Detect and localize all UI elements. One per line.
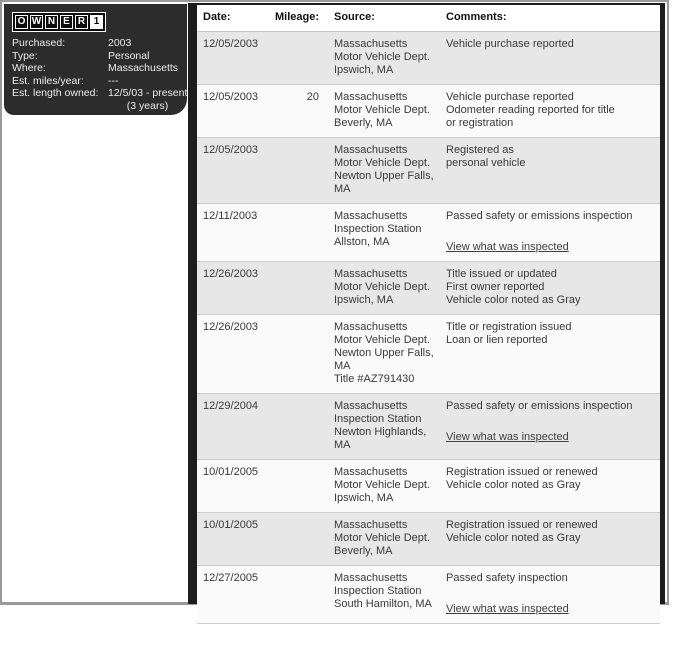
source-line: Motor Vehicle Dept. (334, 281, 430, 293)
source-line: Allston, MA (334, 236, 390, 248)
row-mileage (275, 144, 319, 196)
comment-line: Registered as (446, 144, 514, 156)
comment-line: First owner reported (446, 281, 545, 293)
source-line: Newton Upper Falls, (334, 170, 434, 182)
owner-badge-number: 1 (90, 15, 103, 29)
owner-field-row (4, 37, 187, 50)
row-comments (446, 210, 660, 254)
row-source (319, 519, 446, 558)
history-row (197, 204, 660, 262)
row-comments (446, 400, 660, 452)
row-date: 12/05/2003 (203, 38, 259, 50)
row-date: 10/01/2005 (203, 466, 259, 478)
row-date: 12/05/2003 (203, 144, 259, 156)
view-inspected-link[interactable]: View what was inspected (446, 241, 569, 253)
owner-badge-letter: R (75, 15, 88, 29)
row-date: 12/26/2003 (203, 321, 259, 333)
row-comments (446, 91, 660, 130)
vehicle-history-table (188, 3, 665, 615)
row-source (319, 210, 446, 254)
comment-line: Registration issued or renewed (446, 466, 598, 478)
owner-field-value: --- (108, 74, 119, 87)
table-header-row (197, 5, 660, 32)
comment-line: Vehicle color noted as Gray (446, 532, 581, 544)
owner-field-label (12, 100, 108, 113)
owner-field-value2: (3 years) (126, 99, 169, 112)
row-mileage: 20 (306, 91, 319, 103)
row-source (319, 572, 446, 616)
comment-line: Loan or lien reported (446, 334, 548, 346)
history-row (197, 394, 660, 460)
source-line: Motor Vehicle Dept. (334, 51, 430, 63)
row-source (319, 144, 446, 196)
source-line: Massachusetts (334, 144, 408, 156)
owner-fields (4, 37, 187, 112)
header-source: Source: (334, 11, 375, 23)
row-comments (446, 466, 660, 505)
row-source (319, 321, 446, 386)
source-line: Massachusetts (334, 268, 408, 280)
comment-line: Title or registration issued (446, 321, 572, 333)
source-line: Motor Vehicle Dept. (334, 104, 430, 116)
row-date: 10/01/2005 (203, 519, 259, 531)
row-source (319, 268, 446, 307)
source-line: Motor Vehicle Dept. (334, 334, 430, 346)
source-line: MA (334, 439, 351, 451)
owner-field-value: 12/5/03 - present (108, 87, 188, 99)
source-line: MA (334, 360, 351, 372)
row-comments (446, 321, 660, 386)
source-line: Inspection Station (334, 585, 422, 597)
source-line: Ipswich, MA (334, 492, 394, 504)
owner-field-row (4, 50, 187, 63)
row-mileage (275, 268, 319, 307)
history-row (197, 460, 660, 513)
source-line: MA (334, 183, 351, 195)
source-line: Massachusetts (334, 400, 408, 412)
history-row (197, 85, 660, 138)
source-line: Massachusetts (334, 572, 408, 584)
history-row (197, 32, 660, 85)
row-mileage (275, 321, 319, 386)
comment-line: Vehicle color noted as Gray (446, 479, 581, 491)
owner-badge-letter: O (15, 15, 28, 29)
source-line: Newton Upper Falls, (334, 347, 434, 359)
source-line: Massachusetts (334, 38, 408, 50)
comment-line: Passed safety or emissions inspection (446, 400, 633, 412)
source-line: Ipswich, MA (334, 64, 394, 76)
row-mileage (275, 466, 319, 505)
header-mileage: Mileage: (275, 11, 320, 23)
row-source (319, 91, 446, 130)
row-mileage (275, 400, 319, 452)
source-line: Motor Vehicle Dept. (334, 157, 430, 169)
row-comments (446, 519, 660, 558)
comment-line: Passed safety inspection (446, 572, 568, 584)
owner-field-label: Where: (12, 62, 46, 74)
row-comments (446, 572, 660, 616)
comment-line: personal vehicle (446, 157, 526, 169)
source-line: South Hamilton, MA (334, 598, 432, 610)
row-source (319, 400, 446, 452)
history-row (197, 513, 660, 566)
owner-field-label: Type: (12, 49, 38, 62)
source-line: Inspection Station (334, 223, 422, 235)
source-line: Beverly, MA (334, 545, 393, 557)
row-source (319, 38, 446, 77)
source-line: Motor Vehicle Dept. (334, 532, 430, 544)
source-line: Newton Highlands, (334, 426, 427, 438)
owner-field-row (4, 100, 187, 113)
row-date: 12/27/2005 (203, 572, 259, 584)
row-comments (446, 268, 660, 307)
source-line: Massachusetts (334, 210, 408, 222)
row-date: 12/11/2003 (203, 210, 258, 222)
view-inspected-link[interactable]: View what was inspected (446, 603, 569, 615)
comment-line: Odometer reading reported for title (446, 104, 615, 116)
comment-line: Vehicle purchase reported (446, 38, 574, 50)
comment-line: or registration (446, 117, 514, 129)
owner-field-label: Purchased: (12, 37, 66, 49)
history-row (197, 315, 660, 394)
comment-line: Title issued or updated (446, 268, 557, 280)
row-mileage (275, 572, 319, 616)
owner-panel (4, 4, 187, 115)
history-row (197, 262, 660, 315)
comment-line: Registration issued or renewed (446, 519, 598, 531)
header-date: Date: (203, 11, 231, 23)
owner-field-label: Est. length owned: (12, 87, 99, 99)
comment-line: Passed safety or emissions inspection (446, 210, 633, 222)
owner-badge-letter: E (60, 15, 73, 29)
table-body (197, 32, 660, 624)
owner-field-row (4, 75, 187, 88)
owner-badge-letter: N (45, 15, 58, 29)
source-line: Beverly, MA (334, 117, 393, 129)
source-line: Motor Vehicle Dept. (334, 479, 430, 491)
row-mileage (275, 38, 319, 77)
history-row (197, 566, 660, 624)
history-row (197, 138, 660, 204)
row-mileage (275, 519, 319, 558)
source-line: Title #AZ791430 (334, 373, 415, 385)
row-source (319, 466, 446, 505)
comment-line: Vehicle purchase reported (446, 91, 574, 103)
source-line: Ipswich, MA (334, 294, 394, 306)
row-date: 12/26/2003 (203, 268, 259, 280)
header-comments: Comments: (446, 11, 507, 23)
owner-badge (12, 12, 106, 32)
source-line: Massachusetts (334, 91, 408, 103)
owner-field-label: Est. miles/year: (12, 74, 84, 87)
row-mileage (275, 210, 319, 254)
source-line: Massachusetts (334, 519, 408, 531)
row-date: 12/05/2003 (203, 91, 259, 103)
owner-badge-letter: W (31, 16, 42, 27)
source-line: Inspection Station (334, 413, 422, 425)
owner-field-row (4, 62, 187, 75)
owner-field-value: 2003 (108, 37, 132, 49)
owner-field-value: Personal (108, 49, 150, 62)
row-date: 12/29/2004 (203, 400, 259, 412)
owner-field-value: Massachusetts (108, 62, 179, 74)
comment-line: Vehicle color noted as Gray (446, 294, 581, 306)
row-comments (446, 38, 660, 77)
owner-field-row (4, 87, 187, 100)
source-line: Massachusetts (334, 321, 408, 333)
view-inspected-link[interactable]: View what was inspected (446, 431, 569, 443)
row-comments (446, 144, 660, 196)
source-line: Massachusetts (334, 466, 408, 478)
